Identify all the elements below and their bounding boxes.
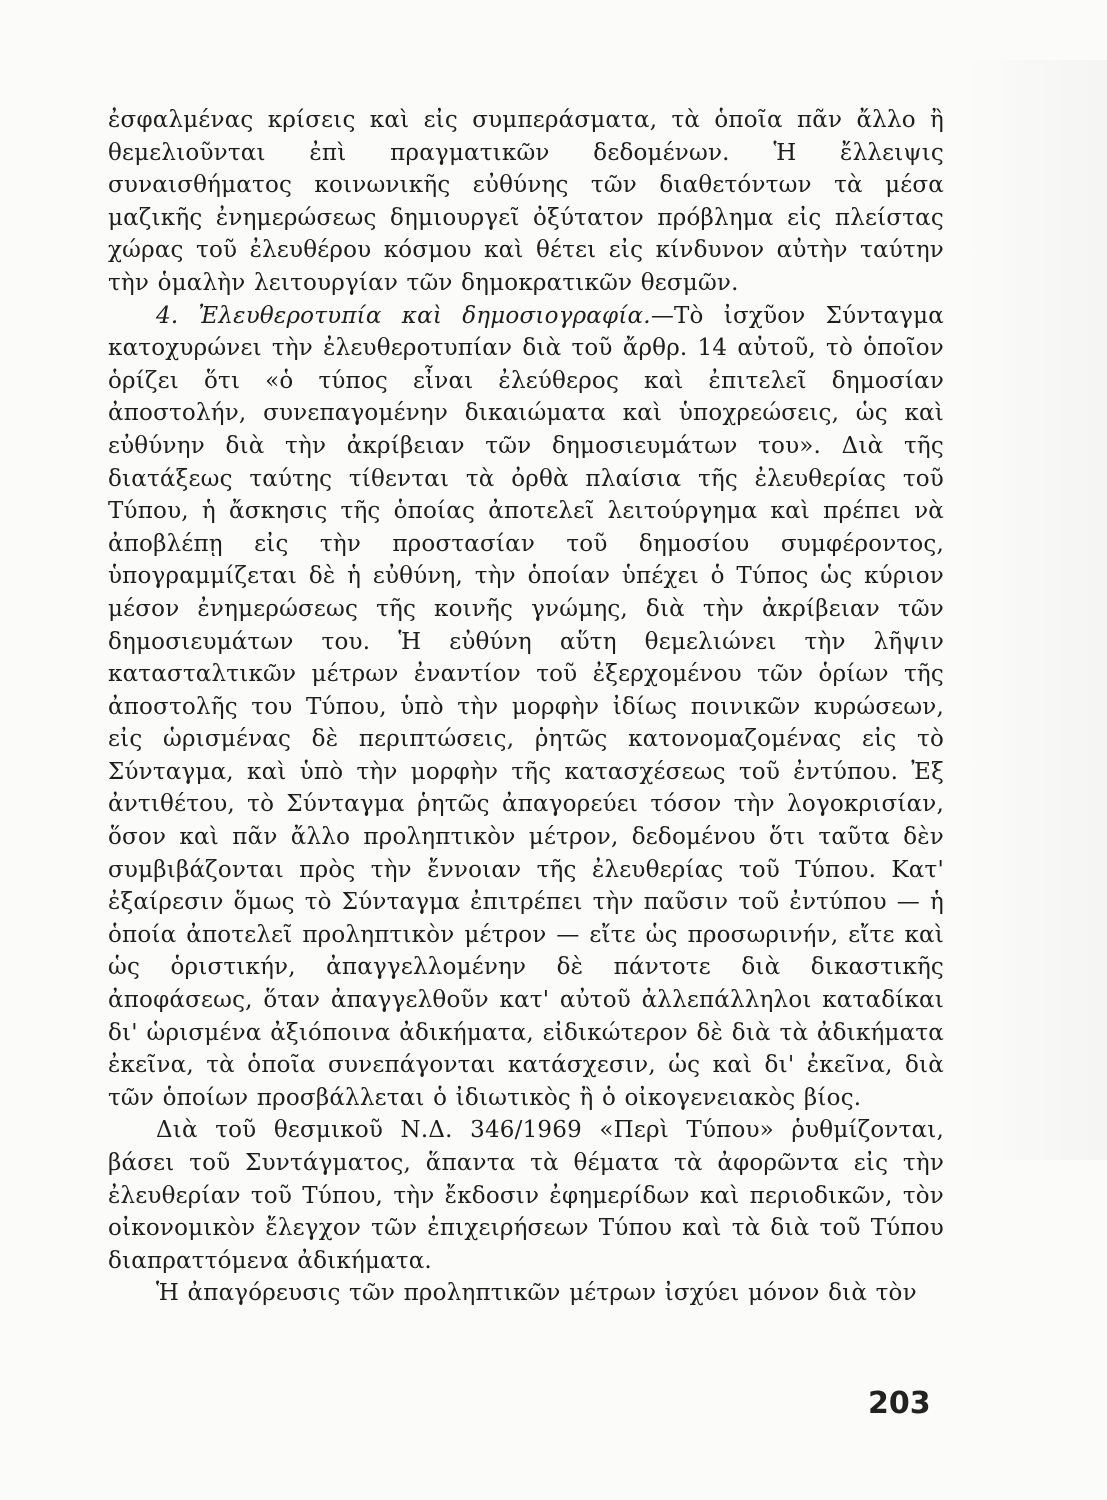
paragraph-2-text: —Τὸ ἰσχῦον Σύνταγμα κατοχυρώνει τὴν ἐλευθεροτυπίαν διὰ τοῦ ἄρθρ. 14 αὐτοῦ, τὸ ὁποῖον ὁρίζει ὅτι «ὁ τύπος εἶναι ἐλεύθερος καὶ ἐπιτελεῖ δημοσίαν ἀποστολήν, συνεπαγομένην δικαιώματα καὶ ὑποχρεώσεις, ὡς καὶ εὐθύνην διὰ τὴν ἀκρίβειαν τῶν δημοσιευμάτων του». Διὰ τῆς διατάξεως ταύτης τίθενται τὰ ὀρθὰ πλαίσια τῆς ἐλευθερίας τοῦ Τύπου, ἡ ἄσκησις τῆς ὁποίας ἀποτελεῖ λειτούργημα καὶ πρέπει νὰ ἀποβλέπῃ εἰς τὴν προστασίαν τοῦ δημοσίου συμφέροντος, ὑπογραμμίζεται δὲ ἡ εὐθύνη, τὴν ὁποίαν ὑπέχει ὁ Τύπος ὡς κύριον μέσον ἐνημερώσεως τῆς κοινῆς γνώμης, διὰ τὴν ἀκρίβειαν τῶν δημοσιευμάτων του. Ἡ εὐθύνη αὕτη θεμελιώνει τὴν λῆψιν κατασταλτικῶν μέτρων ἐναντίον τοῦ ἐξερχομένου τῶν ὁρίων τῆς ἀποστολῆς του Τύπου, ὑπὸ τὴν μορφὴν ἰδίως ποινικῶν κυρώσεων, εἰς ὡρισμένας δὲ περιπτώσεις, ῥητῶς κατονομαζομένας εἰς τὸ Σύνταγμα, καὶ ὑπὸ τὴν μορφὴν τῆς κατασχέσεως τοῦ ἐντύπου. Ἐξ ἀντιθέτου, τὸ Σύνταγμα ῥητῶς ἀπαγορεύει τόσον τὴν λογοκρισίαν, ὅσον καὶ πᾶν ἄλλο προληπτικὸν μέτρον, δεδομένου ὅτι ταῦτα δὲν συμβιβάζονται πρὸς τὴν ἔννοιαν τῆς ἐλευθερίας τοῦ Τύπου. Κατ' ἐξαίρεσιν ὅμως τὸ Σύνταγμα ἐπιτρέπει τὴν παῦσιν τοῦ ἐντύπου — ἡ ὁποία ἀποτελεῖ προληπτικὸν μέτρον — εἴτε ὡς προσωρινήν, εἴτε καὶ ὡς ὁριστικήν, ἀπαγγελλομένην δὲ πάντοτε διὰ δικαστικῆς ἀποφάσεως, ὅταν ἀπαγγελθοῦν κατ' αὐτοῦ ἀλλεπάλληλοι καταδίκαι δι' ὡρισμένα ἀξιόποινα ἀδικήματα, εἰδικώτερον δὲ διὰ τὰ ἀδικήματα ἐκεῖνα, τὰ ὁποῖα συνεπάγονται κατάσχεσιν, ὡς καὶ δι' ἐκεῖνα, διὰ τῶν ὁποίων προσβάλλεται ὁ ἰδιωτικὸς ἢ ὁ οἰκογενειακὸς βίος. <box>108 302 944 1111</box>
paragraph-2 <box>108 300 944 1115</box>
body-text <box>108 104 944 1310</box>
paragraph-1: ἐσφαλμένας κρίσεις καὶ εἰς συμπεράσματα, τὰ ὁποῖα πᾶν ἄλλο ἢ θεμελιοῦνται ἐπὶ πραγματικῶν δεδομένων. Ἡ ἔλλειψις συναισθήματος κοινωνικῆς εὐθύνης τῶν διαθετόντων τὰ μέσα μαζικῆς ἐνημερώσεως δημιουργεῖ ὀξύτατον πρόβλημα εἰς πλείστας χώρας τοῦ ἐλευθέρου κόσμου καὶ θέτει εἰς κίνδυνον αὐτὴν ταύτην τὴν ὁμαλὴν λειτουργίαν τῶν δημοκρατικῶν θεσμῶν. <box>108 107 944 296</box>
page-number: 203 <box>868 1386 931 1421</box>
paragraph-4: Ἡ ἀπαγόρευσις τῶν προληπτικῶν μέτρων ἰσχύει μόνον διὰ τὸν <box>156 1280 917 1307</box>
show-through-shadow <box>967 60 1107 1160</box>
paragraph-3: Διὰ τοῦ θεσμικοῦ Ν.Δ. 346/1969 «Περὶ Τύπου» ῥυθμίζονται, βάσει τοῦ Συντάγματος, ἅπαντα τὰ θέματα τὰ ἀφορῶντα εἰς τὴν ἐλευθερίαν τοῦ Τύπου, τὴν ἔκδοσιν ἐφημερίδων καὶ περιοδικῶν, τὸν οἰκονομικὸν ἔλεγχον τῶν ἐπιχειρήσεων Τύπου καὶ τὰ διὰ τοῦ Τύπου διαπραττόμενα ἀδικήματα. <box>108 1117 944 1274</box>
section-heading: 4. Ἐλευθεροτυπία καὶ δημοσιογραφία. <box>156 302 651 329</box>
